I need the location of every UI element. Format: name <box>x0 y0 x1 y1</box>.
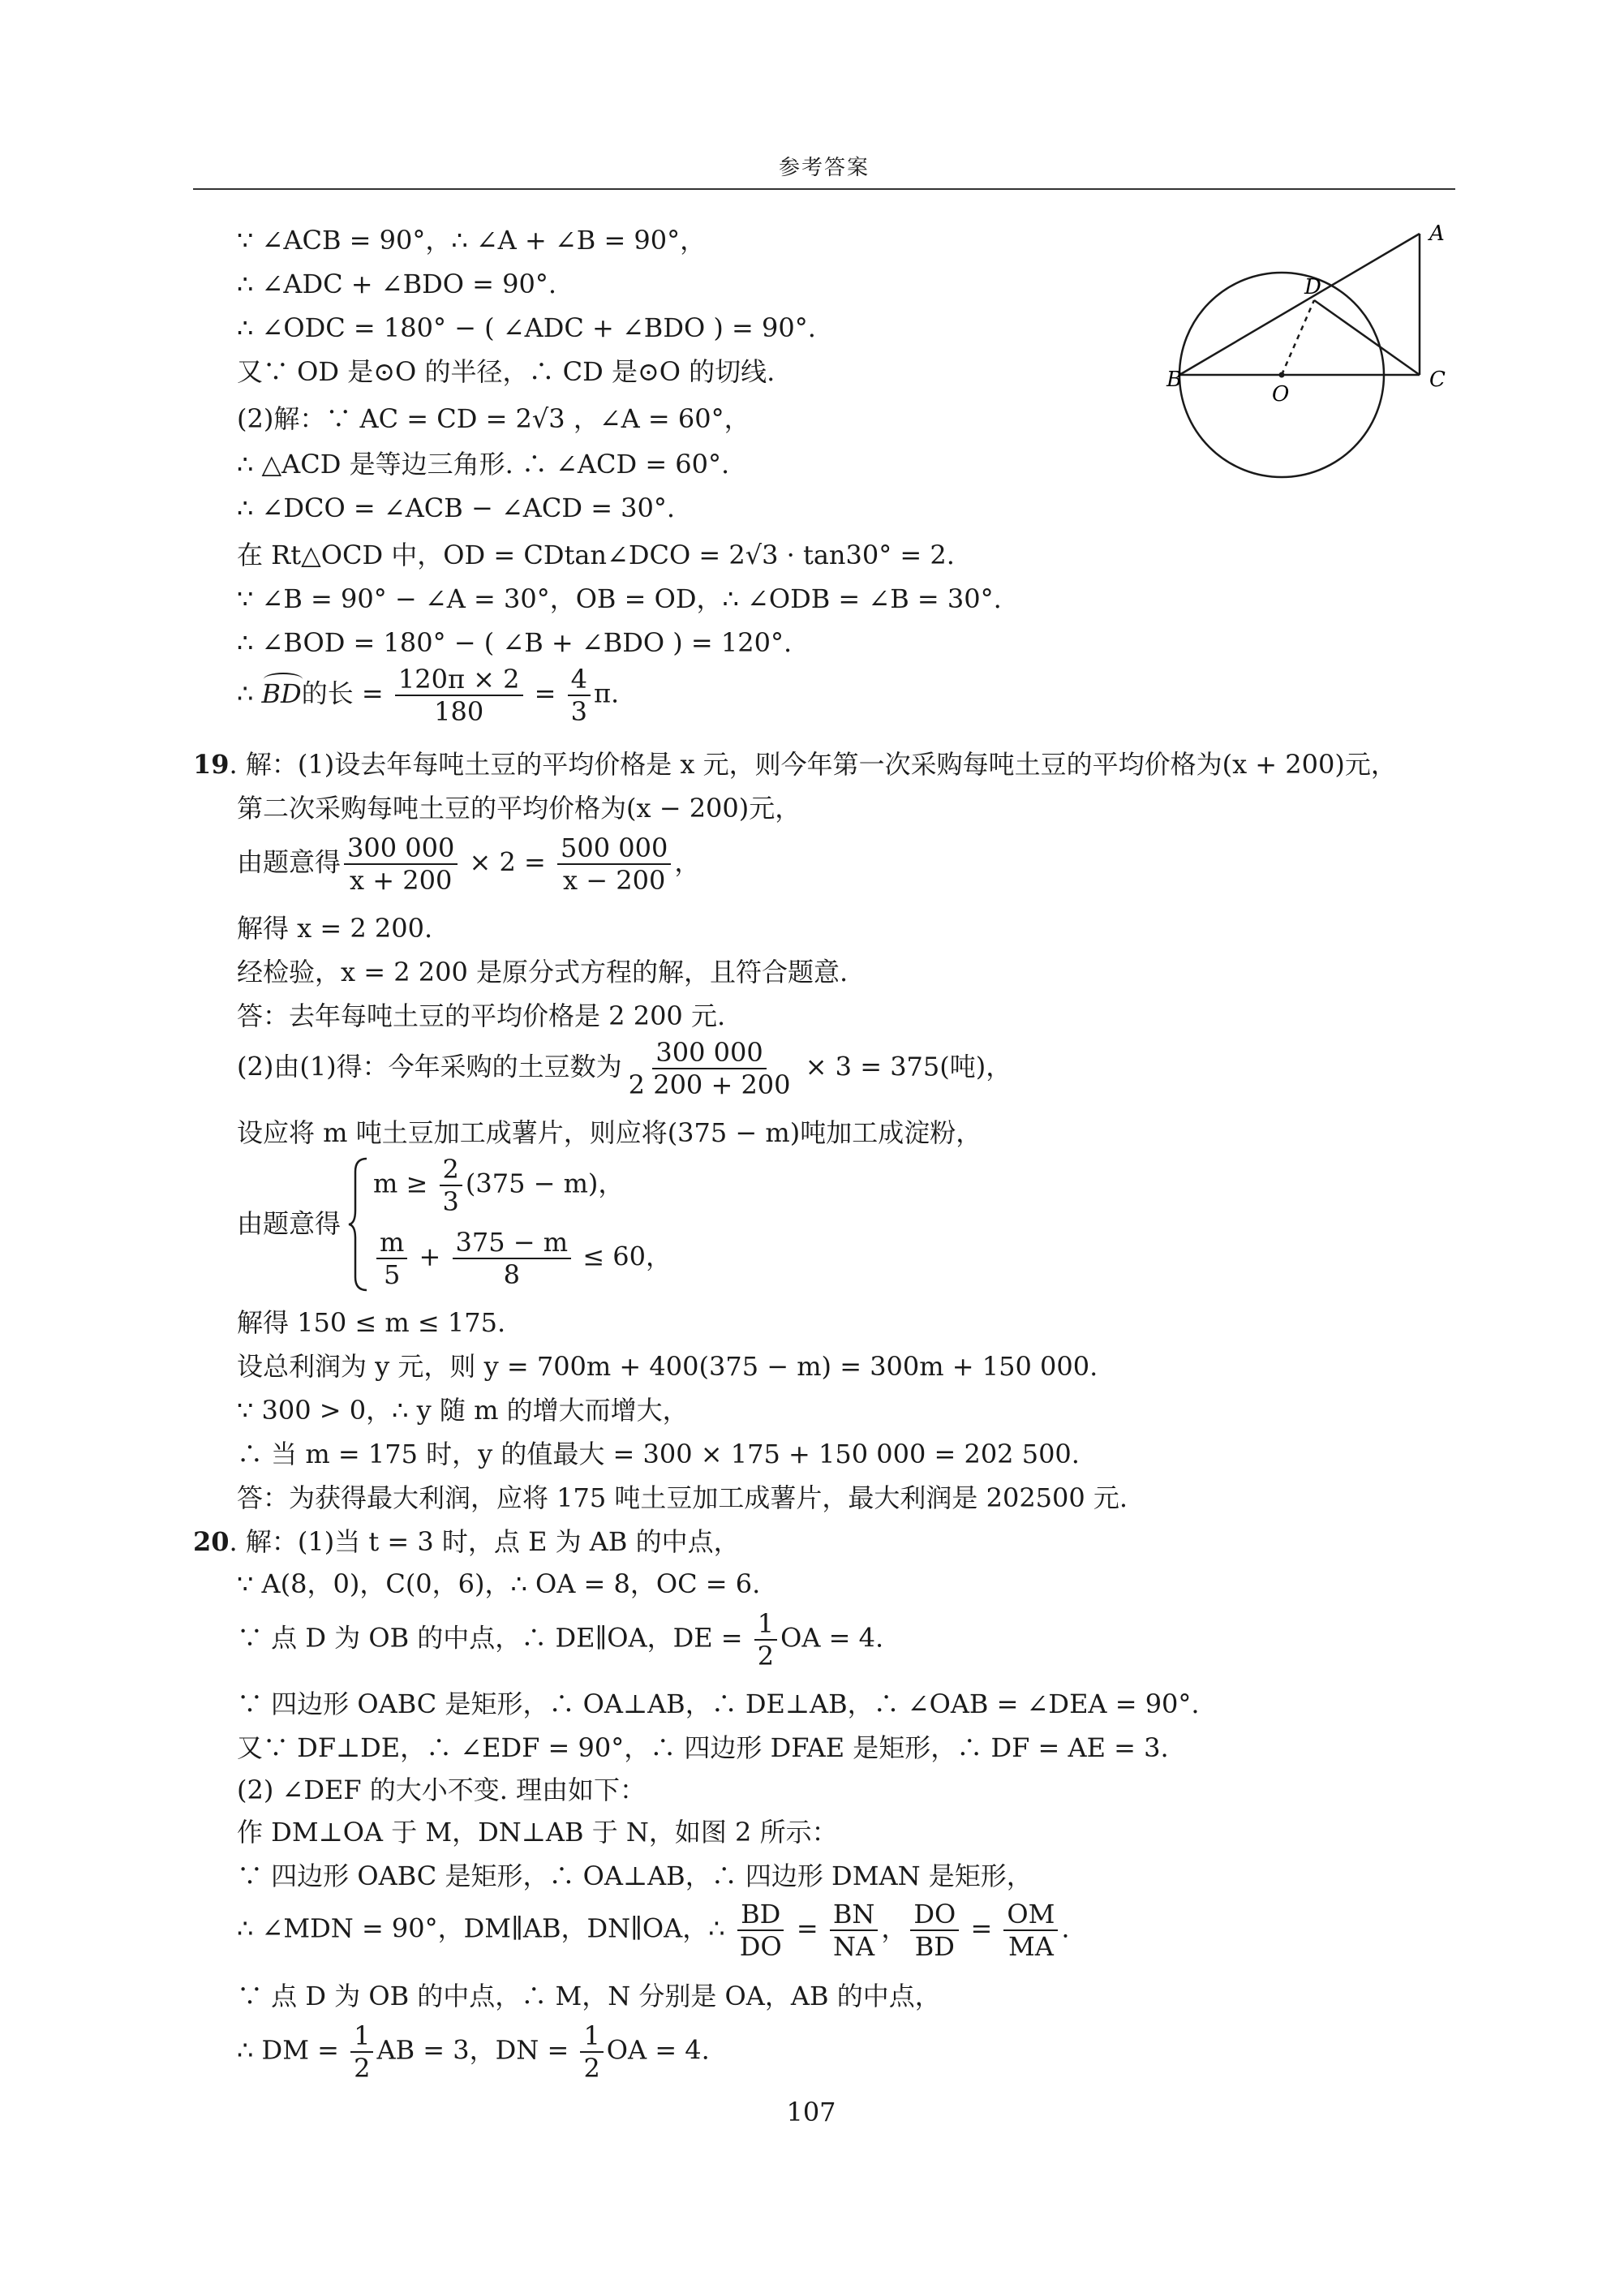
center-point <box>1279 372 1285 378</box>
question-number: 20 <box>193 1526 230 1557</box>
label-b: B <box>1166 368 1183 392</box>
q20-line-11 <box>237 2020 710 2084</box>
system-prefix: 由题意得 <box>237 1208 342 1239</box>
fraction-denominator: 3 <box>442 1186 459 1217</box>
q19-line-12: ∵ 300 > 0，∴ y 随 m 的增大而增大， <box>237 1395 689 1426</box>
l9-sep: ， <box>881 1912 908 1944</box>
fraction-denominator: 2 <box>354 2053 371 2084</box>
arc-mid: 的长 = <box>301 678 392 709</box>
fraction-denominator: MA <box>1007 1931 1054 1962</box>
eq-fraction-1 <box>344 832 458 896</box>
q19-line-10: 解得 150 ≤ m ≤ 175. <box>237 1307 506 1338</box>
fraction-denominator: 5 <box>383 1259 401 1290</box>
label-d: D <box>1304 275 1321 299</box>
q20-line-10: ∵ 点 D 为 OB 的中点，∴ M，N 分别是 OA，AB 的中点， <box>237 1981 941 2011</box>
fraction-numerator: 1 <box>350 2020 373 2053</box>
q20-line-7: 作 DM⊥OA 于 M，DN⊥AB 于 N，如图 2 所示： <box>237 1817 838 1848</box>
fraction-numerator: 120π × 2 <box>395 664 523 696</box>
fraction-numerator: 300 000 <box>344 832 458 865</box>
q19-line-2: 第二次采购每吨土豆的平均价格为(x − 200)元， <box>237 793 801 824</box>
arc-prefix: ∴ <box>237 678 262 709</box>
q19-text: . 解：(1)设去年每吨土豆的平均价格是 x 元，则今年第一次采购每吨土豆的平均价格为(x + 200)元， <box>229 749 1397 780</box>
text-line: ∴ ∠ODC = 180° − ( ∠ADC + ∠BDO ) = 90°. <box>237 312 816 343</box>
arc-eq: = <box>526 678 565 709</box>
text-line: ∴ ∠ADC + ∠BDO = 90°. <box>237 269 557 299</box>
l9-prefix: ∴ ∠MDN = 90°，DM∥AB，DN∥OA，∴ <box>237 1912 733 1944</box>
fraction-numerator: BN <box>830 1899 879 1931</box>
eq-fraction-2 <box>557 832 671 896</box>
fraction-denominator: NA <box>833 1931 875 1962</box>
fraction-numerator: 1 <box>754 1608 777 1641</box>
fraction-denominator: 2 <box>583 2053 600 2084</box>
fraction-numerator: 4 <box>568 664 591 696</box>
l9-eq2: = <box>962 1912 1001 1944</box>
arc-length-line <box>237 664 619 727</box>
l9-eq1: = <box>788 1912 827 1944</box>
fraction-numerator: BD <box>737 1899 784 1931</box>
sys2-fraction-2 <box>453 1227 572 1290</box>
l11-fraction-1 <box>350 2020 373 2084</box>
l9-tail: . <box>1061 1912 1070 1944</box>
q20-line-5: 又∵ DF⊥DE，∴ ∠EDF = 90°，∴ 四边形 DFAE 是矩形，∴ DF = AE = 3. <box>237 1732 1169 1763</box>
eq-tail: ， <box>674 846 701 878</box>
q19-line-13: ∴ 当 m = 175 时，y 的值最大 = 300 × 175 + 150 000 = 202 500. <box>237 1439 1080 1469</box>
l9-fraction-3 <box>910 1899 959 1962</box>
fraction-denominator: 180 <box>434 696 484 727</box>
l11-prefix: ∴ DM = <box>237 2034 348 2066</box>
arc-tail: π. <box>594 678 620 709</box>
text-line: ∴ △ACD 是等边三角形. ∴ ∠ACD = 60°. <box>237 449 730 480</box>
fraction-numerator: OM <box>1003 1899 1058 1931</box>
p2-fraction <box>625 1037 794 1100</box>
fraction-numerator: 300 000 <box>652 1037 766 1069</box>
l11-fraction-2 <box>580 2020 603 2084</box>
fraction-denominator: 2 <box>757 1641 775 1671</box>
sys2-plus: + <box>410 1241 449 1272</box>
page-number: 107 <box>786 2097 836 2127</box>
fraction-numerator: 2 <box>440 1154 462 1186</box>
q20-line-3 <box>237 1608 883 1671</box>
l9-fraction-1 <box>737 1899 785 1962</box>
arc-fraction-1 <box>395 664 523 727</box>
eq-prefix: 由题意得 <box>237 846 342 878</box>
text-line: ∴ ∠DCO = ∠ACB − ∠ACD = 30°. <box>237 493 676 523</box>
text-line: 在 Rt△OCD 中，OD = CDtan∠DCO = 2√3 · tan30° = 2. <box>237 540 955 570</box>
l9-fraction-2 <box>830 1899 879 1962</box>
l3-fraction <box>754 1608 777 1671</box>
q19-equation <box>237 832 700 896</box>
q20-line-9 <box>237 1899 1070 1962</box>
q19-line-1 <box>193 748 1397 781</box>
fraction-numerator: 375 − m <box>453 1227 572 1259</box>
q19-line-5: 经检验，x = 2 200 是原分式方程的解，且符合题意. <box>237 957 849 987</box>
arc-symbol <box>262 678 302 710</box>
q20-line-6: (2) ∠DEF 的大小不变. 理由如下： <box>237 1775 647 1805</box>
sys1-fraction <box>440 1154 462 1217</box>
fraction-denominator: 3 <box>570 696 588 727</box>
question-number: 19 <box>193 749 230 780</box>
fraction-denominator: DO <box>739 1931 782 1962</box>
text-line: ∴ ∠BOD = 180° − ( ∠B + ∠BDO ) = 120°. <box>237 627 793 658</box>
fraction-numerator: m <box>376 1227 407 1259</box>
fraction-denominator: 8 <box>503 1259 520 1290</box>
q19-line-4: 解得 x = 2 200. <box>237 913 433 944</box>
q19-line-6: 答：去年每吨土豆的平均价格是 2 200 元. <box>237 1000 726 1031</box>
q19-line-8: 设应将 m 吨土豆加工成薯片，则应将(375 − m)吨加工成淀粉， <box>237 1117 982 1148</box>
q20-line-8: ∵ 四边形 OABC 是矩形，∴ OA⊥AB，∴ 四边形 DMAN 是矩形， <box>237 1861 1033 1891</box>
arc-label: BD <box>261 678 302 709</box>
sys2-fraction-1 <box>376 1227 407 1290</box>
q20-line-1 <box>193 1525 740 1558</box>
segment-ba <box>1179 234 1420 375</box>
l3-prefix: ∵ 点 D 为 OB 的中点，∴ DE∥OA，DE = <box>237 1622 751 1654</box>
fraction-numerator: DO <box>910 1899 959 1931</box>
q20-line-2: ∵ A(8，0)，C(0，6)，∴ OA = 8，OC = 6. <box>237 1568 761 1599</box>
page-header: 参考答案 <box>778 156 870 180</box>
system-row-1 <box>373 1154 624 1217</box>
sys1-a: m ≥ <box>373 1168 436 1199</box>
q20-text: . 解：(1)当 t = 3 时，点 E 为 AB 的中点， <box>229 1526 740 1557</box>
text-line: ∵ ∠ACB = 90°，∴ ∠A + ∠B = 90°， <box>237 225 707 256</box>
segment-dc <box>1314 300 1420 375</box>
text-line: 又∵ OD 是⊙O 的半径，∴ CD 是⊙O 的切线. <box>237 356 775 387</box>
q19-part2 <box>237 1037 1012 1100</box>
label-o: O <box>1272 382 1290 407</box>
brace-icon <box>347 1155 370 1293</box>
sys1-b: (375 − m)， <box>465 1168 625 1199</box>
fraction-denominator: x − 200 <box>563 865 666 896</box>
l9-fraction-4 <box>1003 1899 1058 1962</box>
label-a: A <box>1429 222 1445 246</box>
fraction-denominator: x + 200 <box>350 865 453 896</box>
fraction-denominator: 2 200 + 200 <box>628 1069 791 1100</box>
fraction-denominator: BD <box>914 1931 955 1962</box>
l11-mid: AB = 3，DN = <box>376 2034 578 2066</box>
geometry-diagram <box>1168 213 1476 456</box>
q19-line-11: 设总利润为 y 元，则 y = 700m + 400(375 − m) = 300m + 150 000. <box>237 1351 1098 1382</box>
label-c: C <box>1429 368 1446 392</box>
l3-tail: OA = 4. <box>780 1622 884 1654</box>
l11-tail: OA = 4. <box>606 2034 710 2066</box>
q19-line-14: 答：为获得最大利润，应将 175 吨土豆加工成薯片，最大利润是 202500 元. <box>237 1482 1128 1513</box>
arc-fraction-2 <box>568 664 591 727</box>
arc-mark <box>264 673 303 686</box>
q20-line-4: ∵ 四边形 OABC 是矩形，∴ OA⊥AB，∴ DE⊥AB，∴ ∠OAB = ∠DEA = 90°. <box>237 1688 1200 1719</box>
header-rule <box>193 188 1455 190</box>
p2-prefix: (2)由(1)得：今年采购的土豆数为 <box>237 1051 622 1082</box>
sys2-b: ≤ 60， <box>574 1241 672 1272</box>
eq-mid: × 2 = <box>461 846 555 878</box>
system-row-2 <box>373 1227 672 1290</box>
fraction-numerator: 500 000 <box>557 832 671 865</box>
text-line: ∵ ∠B = 90° − ∠A = 30°，OB = OD，∴ ∠ODB = ∠B = 30°. <box>237 583 1002 614</box>
fraction-numerator: 1 <box>580 2020 603 2053</box>
p2-tail: × 3 = 375(吨)， <box>797 1051 1012 1082</box>
text-line: (2)解：∵ AC = CD = 2√3 ，∠A = 60°， <box>237 403 750 434</box>
